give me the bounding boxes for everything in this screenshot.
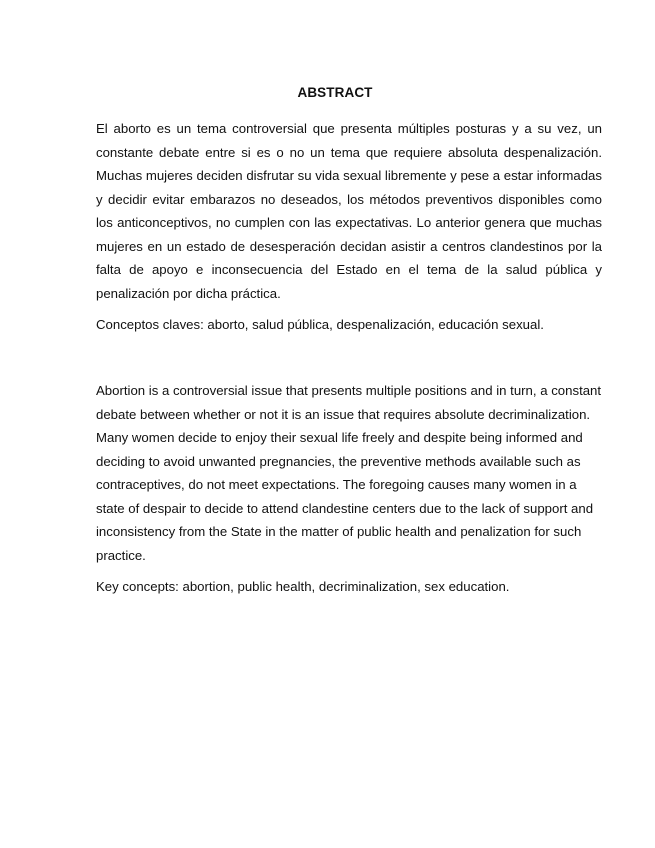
spanish-keywords: Conceptos claves: aborto, salud pública, despenalización, educación sexual. <box>96 317 544 332</box>
english-abstract-body: Abortion is a controversial issue that presents multiple positions and in turn, a constant debate between whether or not it is an issue that requires absolute decriminalization. Many women decide to enjoy their sexual life freely and despite being informed and deciding to avoid unwanted pregnancies, the preventive methods available such as contraceptives, do not meet expectations. The foregoing causes many women in a state of despair to decide to attend clandestine centers due to the lack of support and inconsistency from the State in the matter of public health and penalization for such practice. <box>96 383 602 563</box>
english-keywords: Key concepts: abortion, public health, decriminalization, sex education. <box>96 579 510 594</box>
abstract-title: ABSTRACT <box>297 85 373 100</box>
spanish-abstract-body: El aborto es un tema controversial que presenta múltiples posturas y a su vez, un constante debate entre si es o no un tema que requiere absoluta despenalización. Muchas mujeres deciden disfrutar su vida sexual libremente y pese a estar informadas y decidir evitar embarazos no deseados, los métodos preventivos disponibles como los anticonceptivos, no cumplen con las expectativas. Lo anterior genera que muchas mujeres en un estado de desesperación decidan asistir a centros clandestinos por la falta de apoyo e inconsecuencia del Estado en el tema de la salud pública y penalización por dicha práctica. <box>96 121 602 301</box>
